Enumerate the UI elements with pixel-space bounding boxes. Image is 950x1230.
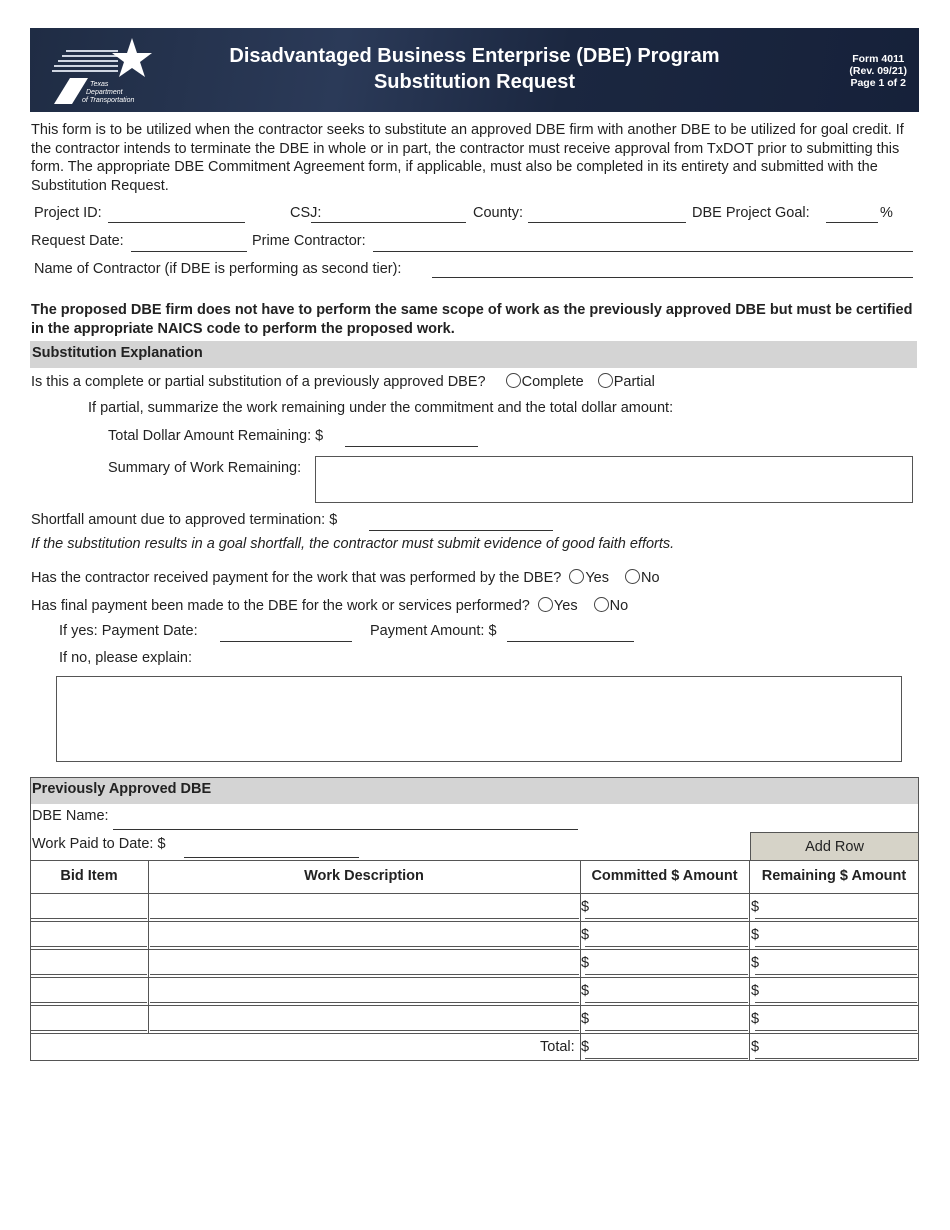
explain-label: If no, please explain: [59,650,193,666]
total-remaining-field[interactable] [345,446,478,447]
row-divider [30,949,919,950]
committed-amount-field[interactable] [585,1002,748,1003]
row-divider [30,1033,919,1034]
remaining-amount-field[interactable] [755,918,917,919]
percent-sign: % [880,205,893,221]
dollar-sign: $ [751,899,760,915]
dollar-sign: $ [581,955,590,971]
committed-amount-field[interactable] [585,974,748,975]
total-remaining-label: Total Dollar Amount Remaining: $ [108,428,324,444]
col-bid-item: Bid Item [60,868,118,884]
explain-textarea[interactable] [56,676,902,762]
svg-text:Department: Department [86,89,123,96]
bid-item-field[interactable] [31,1002,147,1003]
form-number: Form 4011 (Rev. 09/21) Page 1 of 2 [849,53,907,89]
radio-icon [594,597,609,612]
second-tier-label: Name of Contractor (if DBE is performing as second tier): [34,261,402,277]
dbe-name-label: DBE Name: [32,808,109,824]
yes-radio[interactable] [569,570,609,586]
partial-note: If partial, summarize the work remaining under the commitment and the total dollar amount: [88,400,674,416]
dollar-sign: $ [751,955,760,971]
yes-radio[interactable] [538,598,578,614]
shortfall-note: If the substitution results in a goal shortfall, the contractor must submit evidence of good faith efforts. [31,536,675,552]
work-description-field[interactable] [150,974,579,975]
committed-amount-field[interactable] [585,1058,748,1059]
shortfall-field[interactable] [369,530,553,531]
radio-icon [569,569,584,584]
second-tier-field[interactable] [432,277,913,278]
payment-date-field[interactable] [220,641,352,642]
divider [749,860,750,1061]
payment-amount-field[interactable] [507,641,634,642]
request-date-field[interactable] [131,251,247,252]
question-text: Is this a complete or partial substitution of a previously approved DBE? [31,374,486,390]
goal-label: DBE Project Goal: [692,205,810,221]
bid-item-field[interactable] [31,918,147,919]
radio-label: Complete [521,374,584,390]
committed-amount-field[interactable] [585,1030,748,1031]
bid-item-field[interactable] [31,1030,147,1031]
substitution-type-question [31,373,655,390]
divider [148,860,149,1033]
col-committed: Committed $ Amount [591,868,738,884]
bid-item-field[interactable] [31,974,147,975]
dollar-sign: $ [581,927,590,943]
county-label: County: [473,205,523,221]
shortfall-label: Shortfall amount due to approved termination: $ [31,512,338,528]
intro-text: This form is to be utilized when the contractor seeks to substitute an approved DBE firm with another DBE to be utilized for goal credit. If the contractor intends to terminate the DBE in whole or in part, the contractor must receive approval from TxDOT prior to submitting this form. The appropriate DBE Commitment Agreement form, if applicable, must also be completed in its entirety and submitted with the Substitution Request. [31,122,904,194]
radio-label: No [609,598,629,614]
remaining-amount-field[interactable] [755,1058,917,1059]
question-text: Has final payment been made to the DBE for the work or services performed? [31,598,530,614]
svg-text:of Transportation: of Transportation [82,97,135,104]
dollar-sign: $ [581,899,590,915]
radio-label: No [641,570,660,586]
naics-notice: The proposed DBE firm does not have to perform the same scope of work as the previously approved DBE but must be certified in the appropriate NAICS code to perform the proposed work. [31,302,913,337]
work-description-field[interactable] [150,1030,579,1031]
csj-field[interactable] [311,222,466,223]
payment-date-label: If yes: Payment Date: [59,623,198,639]
work-description-field[interactable] [150,946,579,947]
previous-dbe-heading: Previously Approved DBE [31,778,918,804]
complete-radio[interactable] [506,374,584,390]
summary-label: Summary of Work Remaining: [108,460,302,476]
form-title: Disadvantaged Business Enterprise (DBE) Program Substitution Request [229,45,720,93]
no-radio[interactable] [625,570,660,586]
work-description-field[interactable] [150,918,579,919]
dollar-sign: $ [581,1011,590,1027]
dollar-sign: $ [581,1039,590,1055]
svg-text:Texas: Texas [90,81,109,88]
substitution-heading: Substitution Explanation [30,341,917,368]
request-date-label: Request Date: [31,233,124,249]
county-field[interactable] [528,222,686,223]
add-row-button[interactable]: Add Row [750,832,918,860]
radio-icon [538,597,553,612]
work-paid-label: Work Paid to Date: $ [32,836,166,852]
work-description-field[interactable] [150,1002,579,1003]
remaining-amount-field[interactable] [755,946,917,947]
radio-icon [506,373,521,388]
payment-amount-label: Payment Amount: $ [370,623,497,639]
form-header [30,28,919,112]
dollar-sign: $ [751,1039,760,1055]
summary-textarea[interactable] [315,456,913,503]
remaining-amount-field[interactable] [755,1002,917,1003]
remaining-amount-field[interactable] [755,1030,917,1031]
row-divider [30,921,919,922]
radio-label: Yes [585,570,609,586]
project-id-label: Project ID: [34,205,102,221]
remaining-amount-field[interactable] [755,974,917,975]
divider [30,893,919,894]
divider [30,860,919,861]
row-divider [30,977,919,978]
committed-amount-field[interactable] [585,918,748,919]
project-id-field[interactable] [108,222,245,223]
col-work-description: Work Description [304,868,424,884]
partial-radio[interactable] [598,374,655,390]
col-remaining: Remaining $ Amount [761,868,907,884]
radio-label: Partial [613,374,655,390]
goal-field[interactable] [826,222,878,223]
csj-label: CSJ: [290,205,322,221]
bid-item-field[interactable] [31,946,147,947]
dbe-name-field[interactable] [113,829,578,830]
question-text: Has the contractor received payment for the work that was performed by the DBE? [31,570,562,586]
dollar-sign: $ [581,983,590,999]
work-paid-field[interactable] [184,857,359,858]
dollar-sign: $ [751,983,760,999]
payment-received-question [31,569,660,586]
radio-icon [625,569,640,584]
dollar-sign: $ [751,1011,760,1027]
total-label: Total: [540,1039,575,1055]
committed-amount-field[interactable] [585,946,748,947]
previous-dbe-table [30,777,919,1061]
row-divider [30,1005,919,1006]
radio-label: Yes [553,598,578,614]
prime-contractor-label: Prime Contractor: [252,233,366,249]
final-payment-question [31,597,628,614]
radio-icon [598,373,613,388]
prime-contractor-field[interactable] [373,251,913,252]
no-radio[interactable] [594,598,629,614]
dollar-sign: $ [751,927,760,943]
